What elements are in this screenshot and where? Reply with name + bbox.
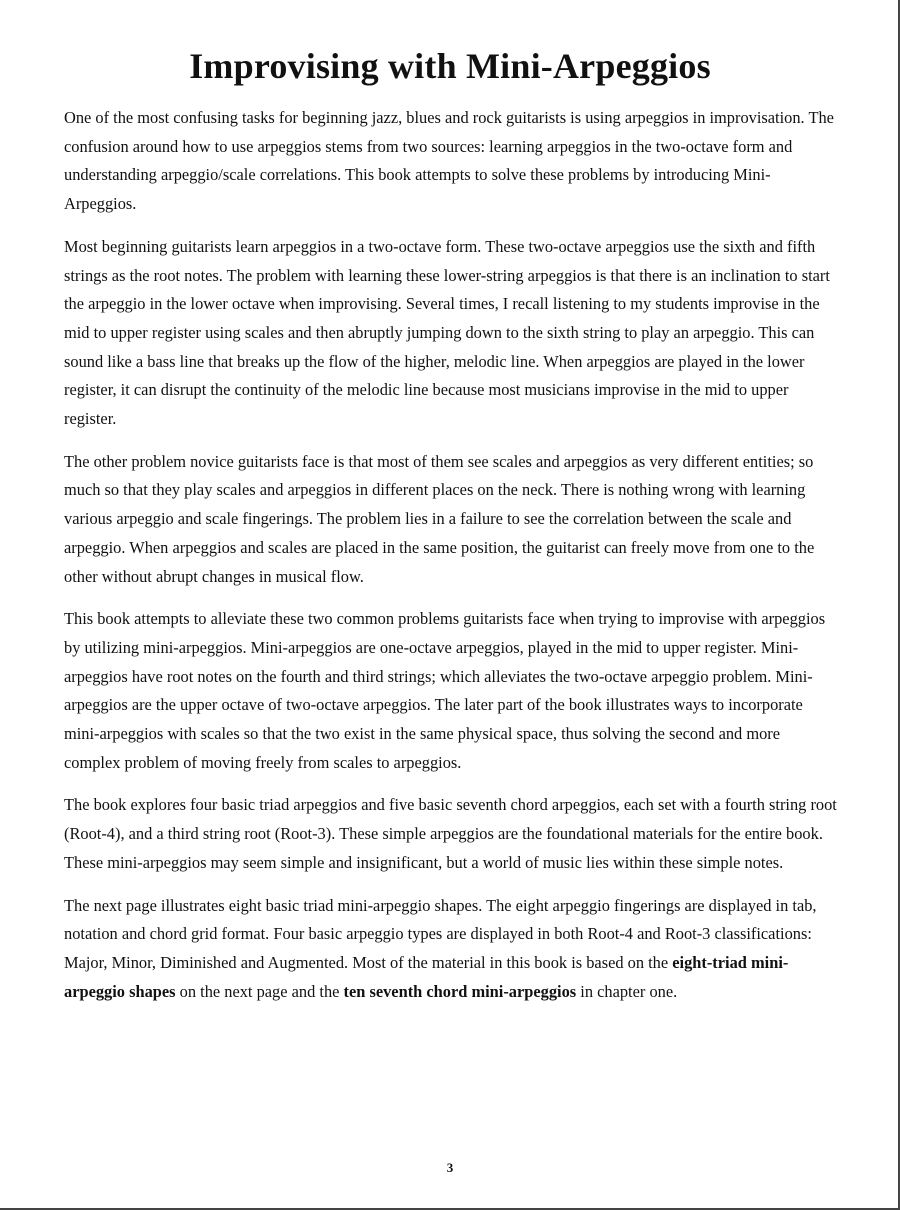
next-page-text-3: in chapter one. xyxy=(576,981,678,1001)
paragraph-two-octave-problem: Most beginning guitarists learn arpeggios in a two-octave form. These two-octave arpeggios use the sixth and fifth strings as the root notes. The problem with learning these lower-string arpeggios is that there is an inclination to start the arpeggio in the lower octave when improvising. Several times, I recall listening to my students improvise in the mid to upper register using scales and then abruptly jumping down to the sixth string to play an arpeggio. This can sound like a bass line that breaks up the flow of the higher, melodic line. When arpeggios are played in the lower register, it can disrupt the continuity of the melodic line because most musicians improvise in the mid to upper register. xyxy=(64,236,830,429)
bold-seventh-chords: ten seventh chord mini-arpeggios xyxy=(343,981,577,1001)
page-number: 3 xyxy=(446,1160,454,1175)
paragraph-next-page xyxy=(64,892,839,1007)
body-text xyxy=(64,104,839,1020)
paragraph-scale-correlation: The other problem novice guitarists face is that most of them see scales and arpeggios as very different entities; so much so that they play scales and arpeggios in different places on the neck. There is nothing wrong with learning various arpeggio and scale fingerings. The problem lies in a failure to see the correlation between the scale and arpeggio. When arpeggios and scales are placed in the same position, the guitarist can freely move from one to the other without abrupt changes in musical flow. xyxy=(64,451,815,586)
next-page-text-1: The next page illustrates eight basic triad mini-arpeggio shapes. The eight arpeggio fingerings are displayed in tab, notation and chord grid format. Four basic arpeggio types are displayed in both Root-4 and Root-3 classifications: Major, Minor, Diminished and Augmented. Most of the material in this book is based on the xyxy=(64,895,817,972)
paragraph-book-overview: The book explores four basic triad arpeggios and five basic seventh chord arpeggios, each set with a fourth string root (Root-4), and a third string root (Root-3). These simple arpeggios are the foundational materials for the entire book. These mini-arpeggios may seem simple and insignificant, but a world of music lies within these simple notes. xyxy=(64,795,837,872)
bold-triad-shapes: eight-triad mini-arpeggio shapes xyxy=(64,952,789,1001)
page-title: Improvising with Mini-Arpeggios xyxy=(189,46,711,86)
paragraph-intro: One of the most confusing tasks for beginning jazz, blues and rock guitarists is using arpeggios in improvisation. The confusion around how to use arpeggios stems from two sources: learning arpeggios in the two-octave form and understanding arpeggio/scale correlations. This book attempts to solve these problems by introducing Mini-Arpeggios. xyxy=(64,108,834,214)
paragraph-mini-arpeggio-solution: This book attempts to alleviate these two common problems guitarists face when trying to improvise with arpeggios by utilizing mini-arpeggios. Mini-arpeggios are one-octave arpeggios, played in the mid to upper register. Mini-arpeggios have root notes on the fourth and third strings; which alleviates the two-octave arpeggio problem. Mini-arpeggios are the upper octave of two-octave arpeggios. The later part of the book illustrates ways to incorporate mini-arpeggios with scales so that the two exist in the same physical space, thus solving the second and more complex problem of moving freely from scales to arpeggios. xyxy=(64,609,826,772)
next-page-text-2: on the next page and the xyxy=(175,981,344,1001)
